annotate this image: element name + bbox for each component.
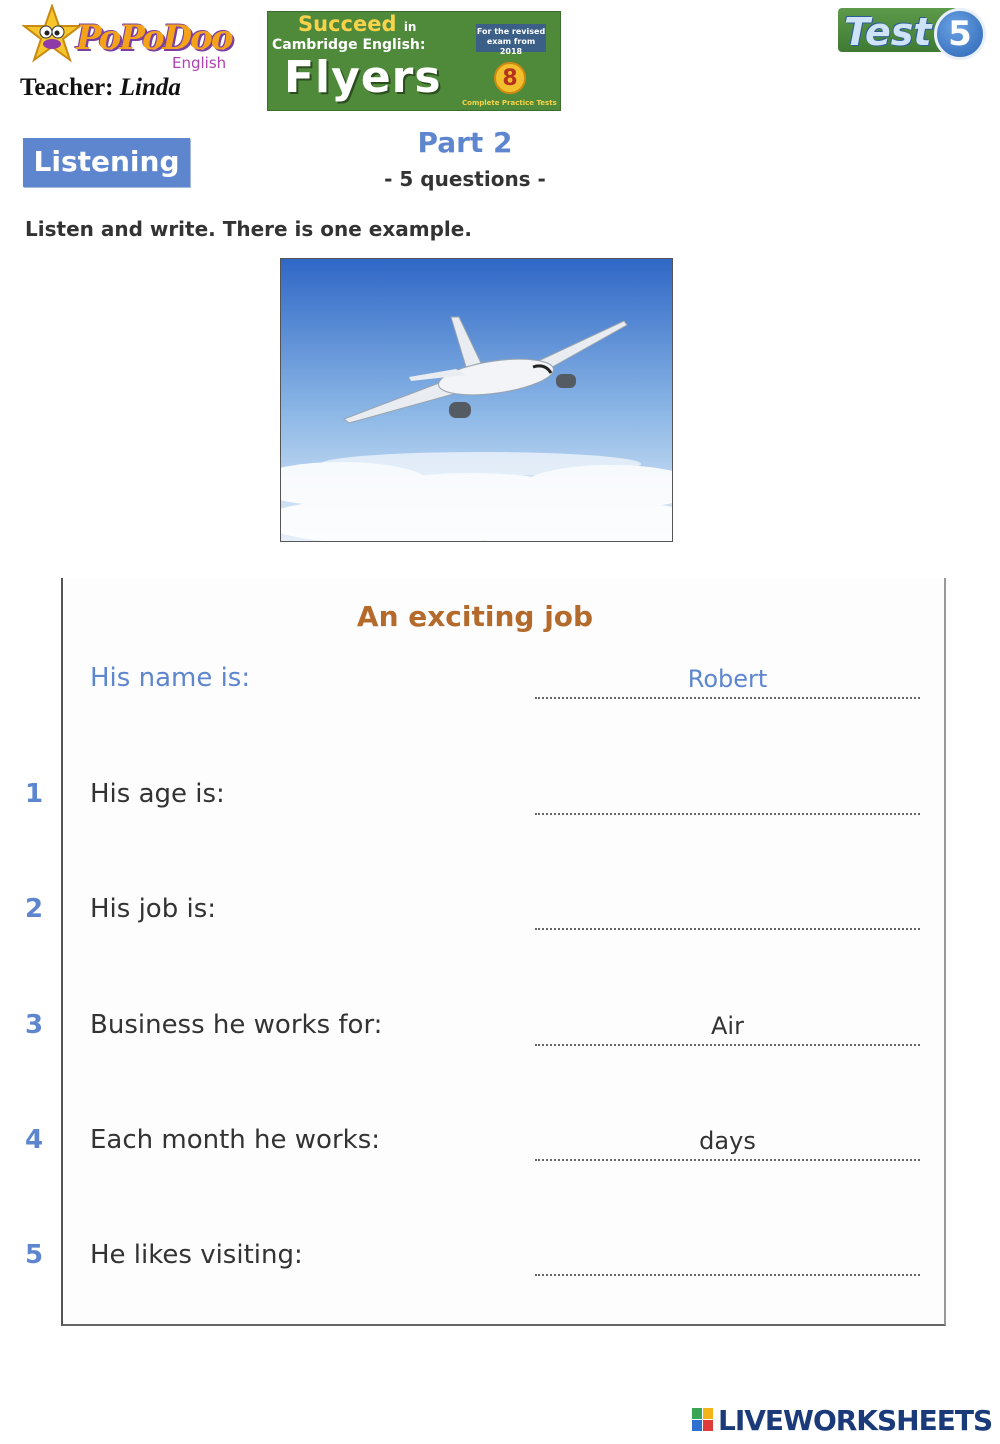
question-row-5 xyxy=(0,1240,1000,1280)
test-badge xyxy=(838,6,990,62)
question-number: 3 xyxy=(25,1010,44,1040)
question-label: Each month he works: xyxy=(90,1125,381,1155)
book-succeed xyxy=(298,12,416,36)
question-number: 4 xyxy=(25,1125,44,1155)
answer-field-2[interactable] xyxy=(535,910,920,930)
book-title: Flyers xyxy=(284,52,442,103)
airplane-illustration xyxy=(281,259,673,542)
question-label: His age is: xyxy=(90,779,225,809)
question-number: 1 xyxy=(25,779,44,809)
question-row-1 xyxy=(0,779,1000,819)
listening-label: Listening xyxy=(23,138,190,187)
teacher-name: Linda xyxy=(119,74,181,101)
example-answer: Robert xyxy=(687,665,768,693)
answer-field-5[interactable] xyxy=(535,1256,920,1276)
star-mascot-icon xyxy=(22,4,82,66)
teacher-line xyxy=(20,74,181,102)
part-title: Part 2 xyxy=(417,126,513,159)
book-subtitle: Complete Practice Tests xyxy=(462,99,557,107)
question-label: He likes visiting: xyxy=(90,1240,303,1270)
panel-title: An exciting job xyxy=(356,600,594,633)
example-row xyxy=(0,663,1000,703)
book-cover-badge xyxy=(267,11,561,111)
answer-field-3[interactable] xyxy=(535,1012,920,1046)
question-number: 2 xyxy=(25,894,44,924)
answer-field-1[interactable] xyxy=(535,795,920,815)
logo-subtext: English xyxy=(172,54,227,72)
answer-field-4[interactable] xyxy=(535,1127,920,1161)
liveworksheets-logo-icon xyxy=(692,1408,714,1432)
question-row-4 xyxy=(0,1125,1000,1165)
book-in-word: in xyxy=(403,20,417,34)
question-label: Business he works for: xyxy=(90,1010,383,1040)
book-cambridge: Cambridge English: xyxy=(272,37,426,53)
question-row-2 xyxy=(0,894,1000,934)
test-badge-number: 5 xyxy=(934,8,986,60)
book-succeed-word: Succeed xyxy=(298,12,397,36)
test-badge-label: Test xyxy=(844,10,932,54)
book-number-badge: 8 xyxy=(494,62,526,94)
question-number: 5 xyxy=(25,1240,44,1270)
logo-text: PoPoDoo xyxy=(76,18,232,58)
question-row-3 xyxy=(0,1010,1000,1050)
teacher-label: Teacher: xyxy=(20,74,114,101)
answer-text: days xyxy=(699,1127,756,1155)
instruction-text: Listen and write. There is one example. xyxy=(25,217,472,241)
example-label: His name is: xyxy=(90,663,251,693)
popodoo-logo xyxy=(22,4,232,72)
airplane-photo xyxy=(280,258,673,542)
questions-count: - 5 questions - xyxy=(384,167,546,191)
answer-text: Air xyxy=(711,1012,744,1040)
question-label: His job is: xyxy=(90,894,217,924)
book-revised-note: For the revised exam from 2018 xyxy=(476,24,546,52)
example-answer-line xyxy=(535,665,920,699)
liveworksheets-brand[interactable]: LIVEWORKSHEETS xyxy=(718,1404,993,1437)
